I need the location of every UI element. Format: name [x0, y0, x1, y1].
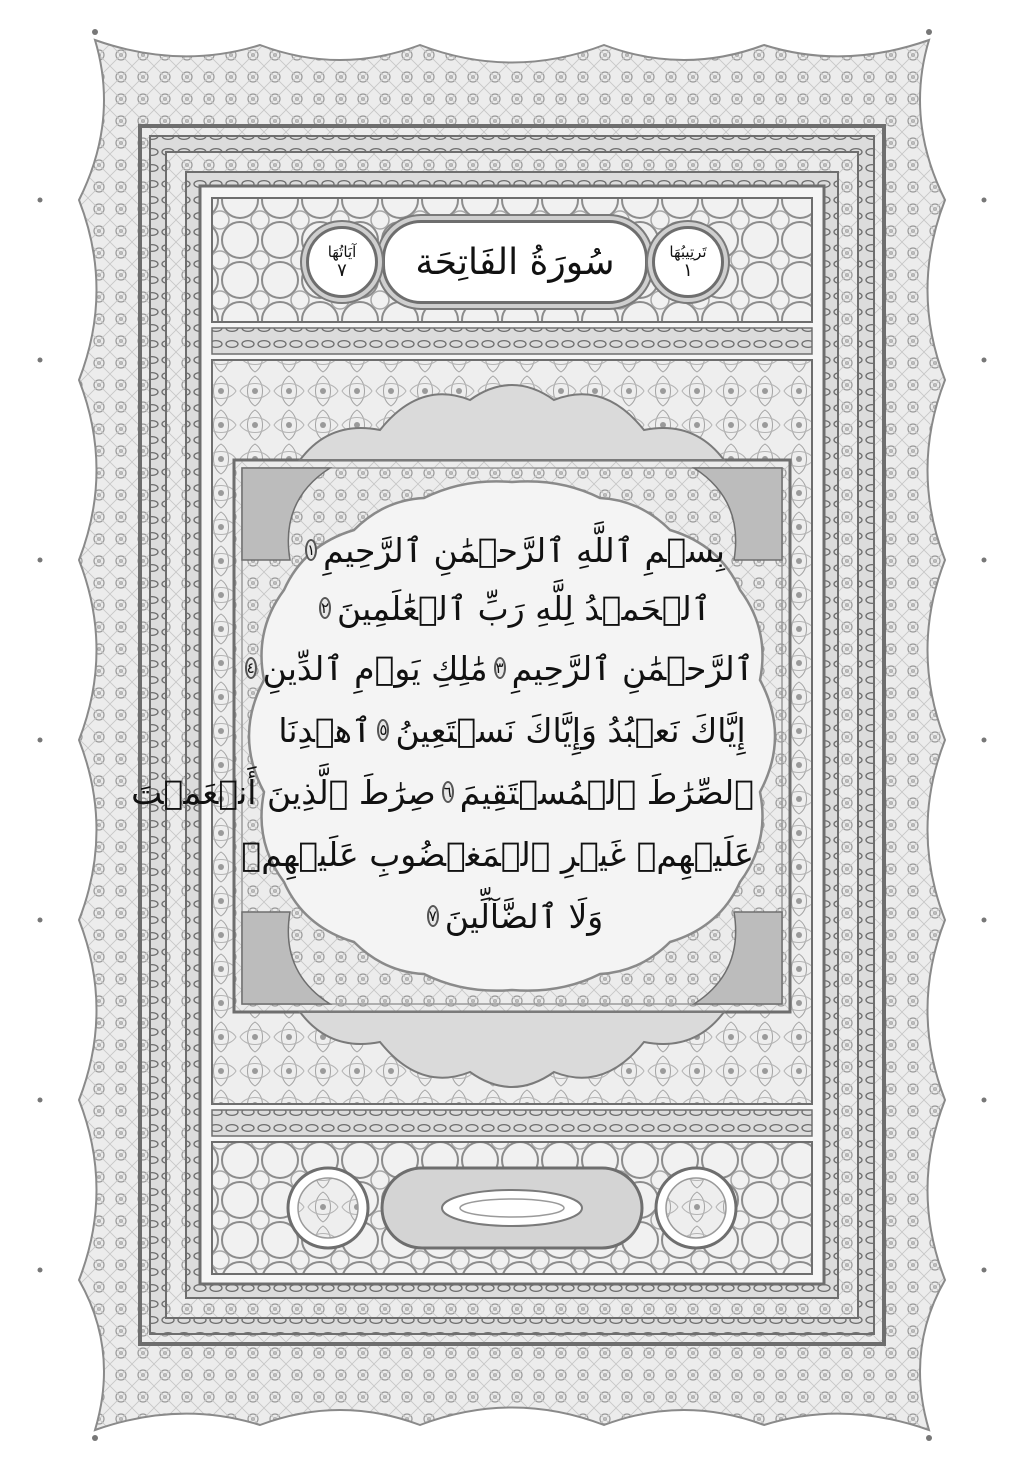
ayah-number-marker: ٥ — [379, 720, 388, 739]
ayah-number-marker: ١ — [307, 540, 316, 559]
text-line — [270, 892, 754, 944]
verse-text: إِيَّاكَ نَعۡبُدُ وَإِيَّاكَ نَسۡتَعِينُ — [395, 711, 746, 750]
ayah-number-marker: ٦ — [443, 782, 452, 801]
verse-text: بِسۡمِ ٱللَّهِ ٱلرَّحۡمَٰنِ ٱلرَّحِيمِ — [323, 531, 725, 570]
verse-text: ٱلۡحَمۡدُ لِلَّهِ رَبِّ ٱلۡعَٰلَمِينَ — [337, 589, 712, 628]
verse-count-label: آيَاتُهَا — [327, 243, 357, 261]
surah-title-cartouche — [382, 220, 648, 304]
text-line — [246, 644, 754, 696]
verse-count-roundel — [306, 226, 378, 298]
text-line — [270, 584, 754, 636]
text-line — [131, 768, 754, 820]
ayah-number-marker: ٧ — [428, 906, 437, 925]
verse-text: صِرَٰطَ ٱلَّذِينَ أَنۡعَمۡتَ — [131, 773, 436, 812]
surah-order-number: ١ — [683, 260, 693, 281]
surah-order-label: تَرتِيبُهَا — [669, 243, 707, 261]
text-line — [241, 830, 754, 880]
text-line — [270, 526, 754, 578]
ayah-number-marker: ٣ — [495, 658, 504, 677]
ayah-number-marker: ٤ — [246, 658, 255, 677]
surah-order-roundel — [652, 226, 724, 298]
text-line — [270, 706, 754, 758]
surah-name: سُورَةُ الفَاتِحَة — [415, 241, 615, 283]
verse-text: مَٰلِكِ يَوۡمِ ٱلدِّينِ — [262, 649, 488, 688]
ayah-number-marker: ٢ — [320, 598, 329, 617]
verse-text: ٱهۡدِنَا — [278, 711, 372, 750]
verse-text: عَلَيۡهِمۡ غَيۡرِ ٱلۡمَغۡضُوبِ عَلَيۡهِمۡ — [241, 835, 754, 874]
verse-count-number: ٧ — [337, 260, 347, 281]
verse-text: ٱلرَّحۡمَٰنِ ٱلرَّحِيمِ — [511, 649, 754, 688]
verse-text: وَلَا ٱلضَّآلِّينَ — [444, 897, 604, 936]
verse-text: ٱلصِّرَٰطَ ٱلۡمُسۡتَقِيمَ — [459, 773, 754, 812]
